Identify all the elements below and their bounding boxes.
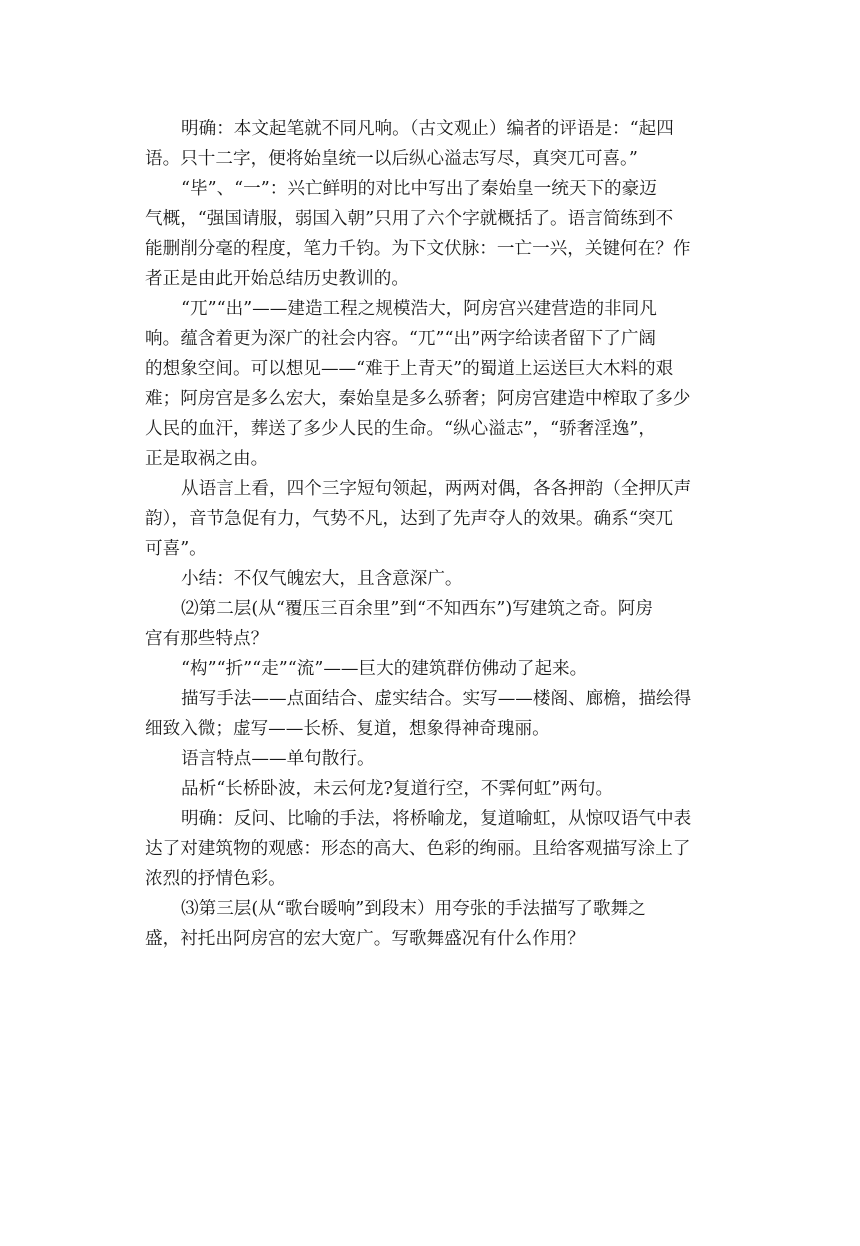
text-line: ⑵第二层(从“覆压三百余里”到“不知西东”)写建筑之奇。阿房 [181, 599, 653, 619]
document-page [145, 114, 715, 954]
text-line: 语言特点——单句散行。 [181, 749, 375, 769]
text-line: 品析“长桥卧波，未云何龙?复道行空，不霁何虹”两句。 [181, 779, 614, 799]
text-line: “兀”“出”——建造工程之规模浩大，阿房宫兴建营造的非同凡 [181, 299, 657, 319]
text-line: 韵），音节急促有力，气势不凡，达到了先声夺人的效果。确系“突兀 [145, 509, 674, 529]
text-line: 浓烈的抒情色彩。 [145, 869, 286, 889]
text-line: ⑶第三层(从“歌台暖响”到段末）用夸张的手法描写了歌舞之 [181, 899, 646, 919]
document-body [145, 114, 715, 954]
text-line: 正是取祸之由。 [145, 449, 269, 469]
text-line: 的想象空间。可以想见——“难于上青天”的蜀道上运送巨大木料的艰 [145, 359, 674, 379]
text-line: “构”“折”“走”“流”——巨大的建筑群仿佛动了起来。 [181, 659, 588, 679]
text-line: 明确：本文起笔就不同凡响。（古文观止）编者的评语是：“起四 [181, 119, 674, 139]
text-line: 细致入微；虚写——长桥、复道，想象得神奇瑰丽。 [145, 719, 550, 739]
text-line: 语。只十二字，便将始皇统一以后纵心溢志写尽，真突兀可喜。” [145, 149, 638, 169]
text-line: 描写手法——点面结合、虚实结合。实写——楼阁、廊檐，描绘得 [181, 689, 692, 709]
text-line: 气概，“强国请服，弱国入朝”只用了六个字就概括了。语言简练到不 [145, 209, 674, 229]
text-line: “毕”、“一”：兴亡鲜明的对比中写出了秦始皇一统天下的豪迈 [181, 179, 657, 199]
text-line: 盛，衬托出阿房宫的宏大宽广。写歌舞盛况有什么作用？ [145, 929, 585, 949]
text-line: 明确：反问、比喻的手法，将桥喻龙，复道喻虹，从惊叹语气中表 [181, 809, 692, 829]
text-line: 难；阿房宫是多么宏大，秦始皇是多么骄奢；阿房宫建造中榨取了多少 [145, 389, 691, 409]
text-line: 从语言上看，四个三字短句领起，两两对偶，各各押韵（全押仄声 [181, 479, 692, 499]
text-line: 可喜”。 [145, 539, 207, 559]
text-line: 小结：不仅气魄宏大，且含意深广。 [181, 569, 463, 589]
text-line: 能删削分毫的程度，笔力千钧。为下文伏脉：一亡一兴，关键何在？作 [145, 239, 691, 259]
text-line: 宫有那些特点？ [145, 629, 269, 649]
text-line: 者正是由此开始总结历史教训的。 [145, 269, 409, 289]
text-line: 响。蕴含着更为深广的社会内容。“兀”“出”两字给读者留下了广阔 [145, 329, 657, 349]
text-line: 人民的血汗，葬送了多少人民的生命。“纵心溢志”，“骄奢淫逸”， [145, 419, 657, 439]
text-line: 达了对建筑物的观感：形态的高大、色彩的绚丽。且给客观描写涂上了 [145, 839, 691, 859]
